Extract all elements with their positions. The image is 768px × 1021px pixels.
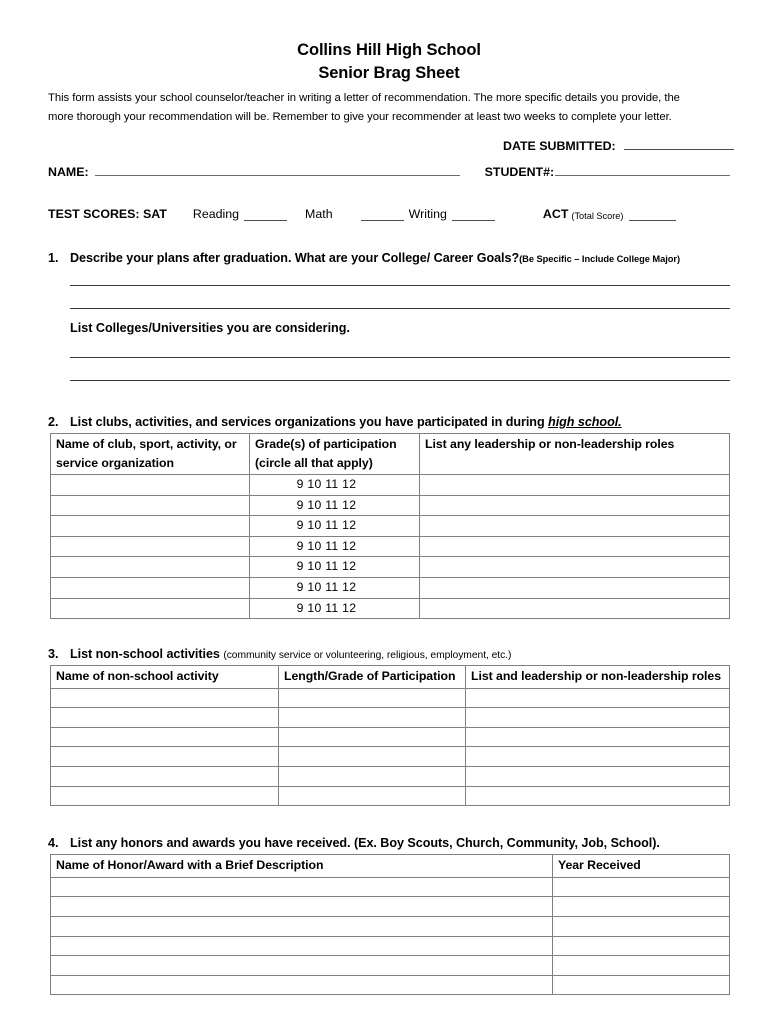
student-number-field[interactable]	[555, 175, 730, 176]
nonschool-table-header-row	[51, 666, 730, 689]
nonschool-cell-roles[interactable]	[466, 786, 730, 806]
sat-writing-label: Writing	[408, 207, 447, 221]
honors-col-header-name: Name of Honor/Award with a Brief Description	[51, 855, 553, 878]
honors-cell-year[interactable]	[553, 897, 730, 917]
question-2-main: List clubs, activities, and services organizations you have participated in during	[70, 415, 549, 429]
question-2-text	[70, 415, 622, 429]
sat-reading-field[interactable]	[244, 208, 287, 221]
sat-math-field[interactable]	[361, 208, 404, 221]
honors-table-body	[51, 877, 730, 995]
nonschool-cell-name[interactable]	[51, 767, 279, 787]
honors-cell-year[interactable]	[553, 975, 730, 995]
table-row[interactable]	[51, 708, 730, 728]
clubs-table-header-row	[51, 434, 730, 475]
nonschool-col-header-roles: List and leadership or non-leadership roles	[466, 666, 730, 689]
table-row[interactable]	[51, 877, 730, 897]
table-row[interactable]	[51, 897, 730, 917]
table-row[interactable]	[51, 767, 730, 787]
question-3-heading	[48, 647, 730, 661]
clubs-cell-grades[interactable]: 9 10 11 12	[250, 495, 420, 516]
clubs-cell-name[interactable]	[51, 577, 250, 598]
clubs-cell-name[interactable]	[51, 598, 250, 619]
honors-cell-name[interactable]	[51, 916, 553, 936]
nonschool-cell-name[interactable]	[51, 786, 279, 806]
question-2-emphasis: high school.	[548, 415, 622, 429]
nonschool-cell-roles[interactable]	[466, 747, 730, 767]
question-1-note: (Be Specific – Include College Major)	[519, 254, 680, 264]
table-row[interactable]	[51, 727, 730, 747]
clubs-cell-grades[interactable]: 9 10 11 12	[250, 598, 420, 619]
question-4-text: List any honors and awards you have received. (Ex. Boy Scouts, Church, Community, Job, School).	[70, 836, 660, 851]
nonschool-cell-length[interactable]	[279, 786, 466, 806]
clubs-col-header-grades: Grade(s) of participation (circle all that apply)	[250, 434, 420, 475]
clubs-cell-roles[interactable]	[420, 598, 730, 619]
nonschool-cell-roles[interactable]	[466, 688, 730, 708]
nonschool-cell-length[interactable]	[279, 708, 466, 728]
nonschool-cell-name[interactable]	[51, 727, 279, 747]
nonschool-cell-length[interactable]	[279, 727, 466, 747]
question-3-main: List non-school activities	[70, 647, 220, 662]
clubs-cell-roles[interactable]	[420, 475, 730, 496]
clubs-cell-roles[interactable]	[420, 495, 730, 516]
intro-paragraph	[48, 89, 730, 127]
clubs-cell-roles[interactable]	[420, 516, 730, 537]
date-submitted-label: DATE SUBMITTED:	[503, 139, 616, 153]
test-scores-row	[48, 201, 730, 221]
sat-reading-label: Reading	[192, 207, 240, 221]
act-score-field[interactable]	[629, 208, 676, 221]
colleges-answer-line-2[interactable]	[70, 380, 730, 381]
table-row[interactable]	[51, 495, 730, 516]
nonschool-cell-name[interactable]	[51, 688, 279, 708]
question-1-heading	[48, 251, 730, 265]
clubs-table	[50, 433, 730, 619]
clubs-cell-grades[interactable]: 9 10 11 12	[250, 557, 420, 578]
clubs-cell-name[interactable]	[51, 536, 250, 557]
table-row[interactable]	[51, 956, 730, 976]
intro-line-1: This form assists your school counselor/teacher in writing a letter of recommendation. The more specific details you provide, the	[48, 92, 680, 104]
question-2-number: 2.	[48, 415, 59, 429]
table-row[interactable]	[51, 536, 730, 557]
honors-cell-name[interactable]	[51, 975, 553, 995]
clubs-cell-roles[interactable]	[420, 536, 730, 557]
question-4-heading	[48, 836, 730, 850]
nonschool-cell-length[interactable]	[279, 688, 466, 708]
table-row[interactable]	[51, 975, 730, 995]
test-scores-label: TEST SCORES: SAT	[48, 207, 167, 221]
table-row[interactable]	[51, 598, 730, 619]
table-row[interactable]	[51, 577, 730, 598]
clubs-col-header-roles: List any leadership or non-leadership roles	[420, 434, 730, 475]
question-1-answer-line-2[interactable]	[70, 308, 730, 309]
sat-writing-field[interactable]	[452, 208, 495, 221]
table-row[interactable]	[51, 916, 730, 936]
act-label: ACT	[542, 207, 569, 221]
honors-col-header-year: Year Received	[553, 855, 730, 878]
colleges-prompt: List Colleges/Universities you are considering.	[70, 321, 350, 335]
date-submitted-field[interactable]	[624, 149, 734, 150]
question-3-number: 3.	[48, 647, 59, 662]
clubs-cell-name[interactable]	[51, 475, 250, 496]
clubs-col-header-name: Name of club, sport, activity, or service organization	[51, 434, 250, 475]
clubs-table-body	[51, 475, 730, 619]
honors-cell-year[interactable]	[553, 877, 730, 897]
question-4-number: 4.	[48, 836, 59, 851]
honors-cell-year[interactable]	[553, 936, 730, 956]
name-field[interactable]	[95, 175, 460, 176]
sat-math-label: Math	[305, 207, 333, 221]
clubs-cell-grades[interactable]: 9 10 11 12	[250, 577, 420, 598]
table-row[interactable]	[51, 516, 730, 537]
table-row[interactable]	[51, 557, 730, 578]
nonschool-cell-roles[interactable]	[466, 767, 730, 787]
nonschool-table-body	[51, 688, 730, 806]
form-title: Senior Brag Sheet	[318, 64, 460, 82]
question-2-heading	[48, 415, 730, 429]
nonschool-cell-length[interactable]	[279, 747, 466, 767]
name-label: NAME:	[48, 165, 89, 179]
honors-cell-name[interactable]	[51, 877, 553, 897]
clubs-cell-name[interactable]	[51, 516, 250, 537]
table-row[interactable]	[51, 786, 730, 806]
nonschool-cell-roles[interactable]	[466, 727, 730, 747]
table-row[interactable]	[51, 747, 730, 767]
honors-cell-year[interactable]	[553, 916, 730, 936]
nonschool-cell-roles[interactable]	[466, 708, 730, 728]
question-1-main: Describe your plans after graduation. What are your College/ Career Goals?	[70, 251, 520, 265]
honors-cell-name[interactable]	[51, 897, 553, 917]
date-submitted-row	[48, 134, 730, 153]
clubs-cell-grades[interactable]: 9 10 11 12	[250, 516, 420, 537]
clubs-cell-name[interactable]	[51, 557, 250, 578]
student-number-label: STUDENT#:	[484, 165, 555, 179]
honors-cell-year[interactable]	[553, 956, 730, 976]
school-name-title: Collins Hill High School	[297, 41, 481, 59]
honors-cell-name[interactable]	[51, 956, 553, 976]
question-1-number: 1.	[48, 251, 59, 265]
honors-table-header-row	[51, 855, 730, 878]
act-note: (Total Score)	[571, 211, 624, 221]
nonschool-cell-name[interactable]	[51, 747, 279, 767]
honors-cell-name[interactable]	[51, 936, 553, 956]
intro-line-2: more thorough your recommendation will be. Remember to give your recommender at least two weeks to complete your letter.	[48, 111, 672, 123]
clubs-cell-name[interactable]	[51, 495, 250, 516]
nonschool-table	[50, 665, 730, 806]
clubs-cell-grades[interactable]: 9 10 11 12	[250, 536, 420, 557]
clubs-cell-grades[interactable]: 9 10 11 12	[250, 475, 420, 496]
table-row[interactable]	[51, 936, 730, 956]
table-row[interactable]	[51, 475, 730, 496]
nonschool-cell-length[interactable]	[279, 767, 466, 787]
nonschool-col-header-length: Length/Grade of Participation	[279, 666, 466, 689]
table-row[interactable]	[51, 688, 730, 708]
clubs-cell-roles[interactable]	[420, 557, 730, 578]
nonschool-cell-name[interactable]	[51, 708, 279, 728]
nonschool-col-header-name: Name of non-school activity	[51, 666, 279, 689]
clubs-cell-roles[interactable]	[420, 577, 730, 598]
question-1-text	[70, 251, 680, 265]
question-3-text	[70, 647, 511, 661]
honors-table	[50, 854, 730, 995]
name-student-row	[48, 159, 730, 179]
question-3-note: (community service or volunteering, religious, employment, etc.)	[223, 650, 512, 662]
